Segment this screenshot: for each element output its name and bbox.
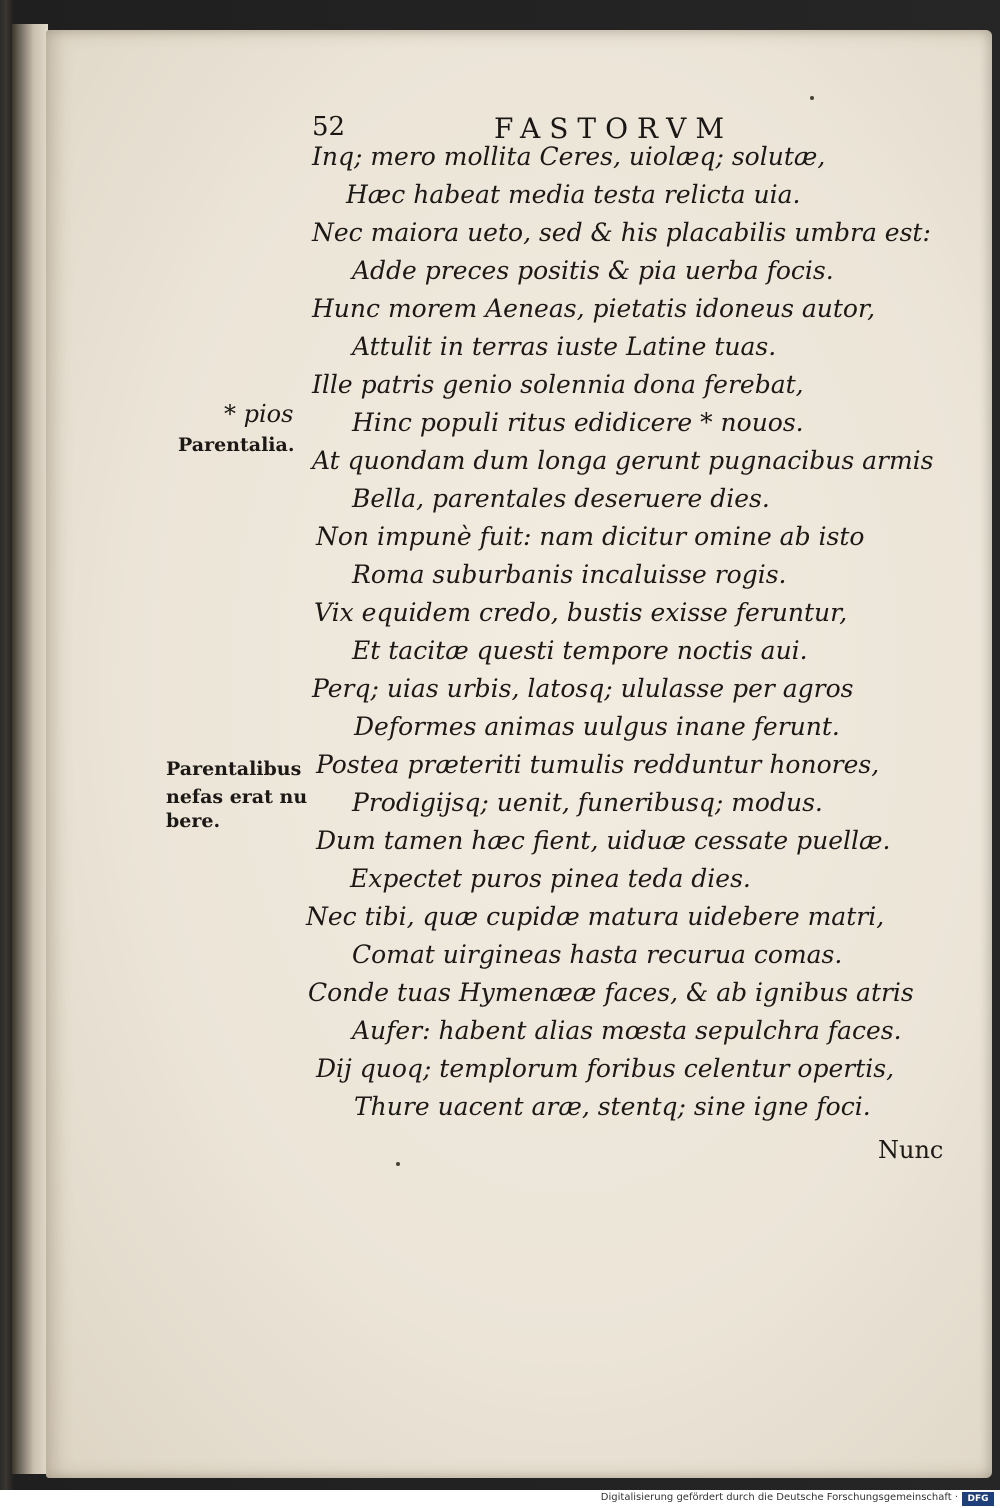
verse-line: Inq; mero mollita Ceres, uiolæq; solutæ, xyxy=(312,142,826,171)
margin-note-line: Parentalibus xyxy=(166,758,302,780)
verse-line: Bella, parentales deseruere dies. xyxy=(352,484,770,513)
margin-note-line: nefas erat nu xyxy=(166,786,308,808)
dfg-logo-icon: DFG xyxy=(962,1492,994,1506)
verse-line: Perq; uias urbis, latosq; ululasse per agros xyxy=(312,674,854,703)
paper-speck xyxy=(396,1162,400,1166)
catchword: Nunc xyxy=(878,1136,944,1164)
verse-line: Expectet puros pinea teda dies. xyxy=(350,864,751,893)
page-number: 52 xyxy=(312,112,346,142)
margin-note-pios: * pios xyxy=(224,400,294,428)
verse-line: Adde preces positis & pia uerba focis. xyxy=(352,256,834,285)
margin-note-line: bere. xyxy=(166,810,221,832)
verse-line: Postea præteriti tumulis redduntur honores, xyxy=(316,750,880,779)
verse-line: Nec tibi, quæ cupidæ matura uidebere matri, xyxy=(306,902,885,931)
verse-line: Attulit in terras iuste Latine tuas. xyxy=(352,332,777,361)
verse-line: Dij quoq; templorum foribus celentur opertis, xyxy=(316,1054,895,1083)
verse-line: Thure uacent aræ, stentq; sine igne foci. xyxy=(354,1092,871,1121)
verse-line: Vix equidem credo, bustis exisse feruntur, xyxy=(314,598,848,627)
verse-line: Hunc morem Aeneas, pietatis idoneus autor, xyxy=(312,294,876,323)
verse-line: Hæc habeat media testa relicta uia. xyxy=(346,180,801,209)
verse-line: Et tacitæ questi tempore noctis aui. xyxy=(352,636,808,665)
verse-line: Nec maiora ueto, sed & his placabilis umbra est: xyxy=(312,218,931,247)
verse-line: Comat uirgineas hasta recurua comas. xyxy=(352,940,843,969)
verse-line: Dum tamen hæc fient, uiduæ cessate puellæ. xyxy=(316,826,891,855)
funding-credit: Digitalisierung gefördert durch die Deutsche Forschungsgemeinschaft · xyxy=(600,1492,958,1503)
verse-line: Roma suburbanis incaluisse rogis. xyxy=(352,560,787,589)
verse-line: Hinc populi ritus edidicere * nouos. xyxy=(352,408,804,437)
paper-speck xyxy=(810,96,814,100)
verse-line: Prodigijsq; uenit, funeribusq; modus. xyxy=(352,788,823,817)
verse-line: Deformes animas uulgus inane ferunt. xyxy=(354,712,840,741)
verse-line: Conde tuas Hymenææ faces, & ab ignibus atris xyxy=(308,978,914,1007)
verse-line: Aufer: habent alias mœsta sepulchra faces. xyxy=(352,1016,902,1045)
running-head: FASTORVM xyxy=(494,112,734,145)
footer-bar xyxy=(0,1490,1000,1508)
verse-line: At quondam dum longa gerunt pugnacibus armis xyxy=(312,446,934,475)
page-edge xyxy=(12,24,48,1474)
verse-line: Ille patris genio solennia dona ferebat, xyxy=(312,370,804,399)
verse-line: Non impunè fuit: nam dicitur omine ab isto xyxy=(316,522,865,551)
margin-note-parentalia: Parentalia. xyxy=(178,434,295,456)
